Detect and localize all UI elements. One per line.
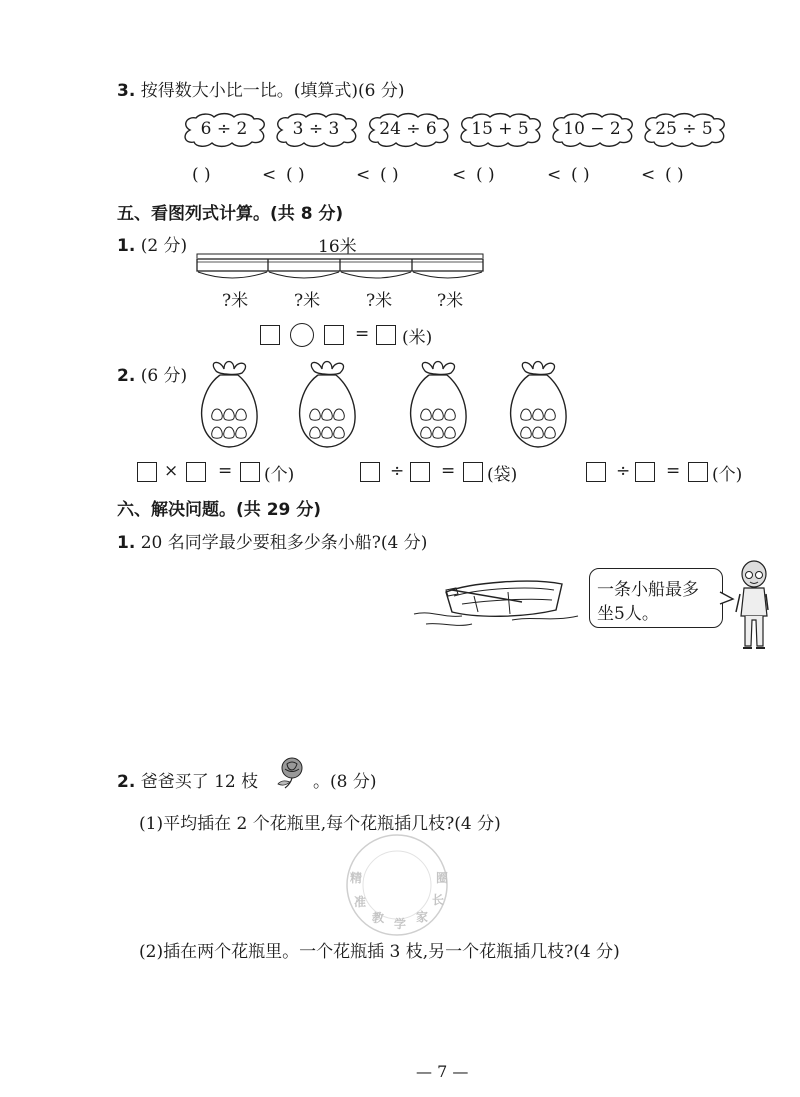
- answer-box[interactable]: [240, 462, 260, 482]
- s5-q2-points: (6 分): [140, 366, 188, 386]
- unit-label: (米): [402, 328, 433, 348]
- s5-q1-heading: [117, 231, 187, 256]
- less-than: <: [356, 165, 371, 185]
- answer-box[interactable]: [260, 325, 280, 345]
- less-than: <: [547, 165, 562, 185]
- q3-text: 按得数大小比一比。(填算式)(6 分): [140, 81, 405, 101]
- section-6-title: 六、解决问题。(共 29 分): [117, 500, 322, 520]
- svg-text:家: 家: [416, 910, 429, 924]
- cloud-card-3[interactable]: [364, 112, 452, 148]
- segment-label: ?米: [222, 291, 249, 311]
- cloud-expression: 3 ÷ 3: [292, 119, 340, 139]
- cloud-card-1[interactable]: [180, 112, 268, 148]
- speech-line-2: 坐5人。: [597, 604, 659, 624]
- s6-q2-sub1: (1)平均插在 2 个花瓶里,每个花瓶插几枝?(4 分): [139, 814, 501, 834]
- answer-box[interactable]: [688, 462, 708, 482]
- svg-text:圈: 圈: [436, 871, 449, 885]
- answer-box[interactable]: [463, 462, 483, 482]
- segment-label: ?米: [437, 291, 464, 311]
- cloud-card-2[interactable]: [272, 112, 360, 148]
- answer-blank[interactable]: ( ): [192, 165, 211, 185]
- cloud-card-5[interactable]: [548, 112, 636, 148]
- boy-character-illustration: [734, 558, 774, 654]
- equals-sign: =: [355, 324, 370, 344]
- equals-sign: =: [218, 461, 233, 481]
- s5-q2-heading: [117, 361, 187, 386]
- cloud-expression: 24 ÷ 6: [379, 119, 437, 139]
- equals-sign: =: [666, 461, 681, 481]
- s6-q1-heading: [117, 528, 427, 553]
- pear-bag-icon: [405, 357, 471, 449]
- less-than: <: [452, 165, 467, 185]
- rowboat-illustration: [412, 572, 582, 634]
- section-5-title: 五、看图列式计算。(共 8 分): [117, 204, 344, 224]
- cloud-expression: 15 + 5: [471, 119, 529, 139]
- svg-text:准: 准: [354, 895, 367, 909]
- speech-line-1: 一条小船最多: [597, 580, 699, 600]
- divide-sign: ÷: [390, 461, 405, 481]
- speech-bubble: [589, 568, 723, 628]
- equals-sign: =: [441, 461, 456, 481]
- less-than: <: [262, 165, 277, 185]
- s6-q1-number: 1.: [117, 533, 136, 553]
- answer-blank[interactable]: ( ): [571, 165, 590, 185]
- s6-q2-sub2: (2)插在两个花瓶里。一个花瓶插 3 枝,另一个花瓶插几枝?(4 分): [139, 942, 620, 962]
- q3-heading: [117, 76, 404, 101]
- pear-bag-icon: [505, 357, 571, 449]
- s5-q1-number: 1.: [117, 236, 136, 256]
- answer-box[interactable]: [586, 462, 606, 482]
- answer-blank[interactable]: ( ): [665, 165, 684, 185]
- answer-box[interactable]: [186, 462, 206, 482]
- cloud-card-6[interactable]: [640, 112, 728, 148]
- s6-q2-text-before: 爸爸买了 12 枝: [140, 772, 259, 792]
- q3-number: 3.: [117, 81, 136, 101]
- cloud-expression: 25 ÷ 5: [655, 119, 713, 139]
- svg-text:长: 长: [432, 893, 445, 907]
- pear-bag-icon: [294, 357, 360, 449]
- watermark-seal: [332, 826, 462, 944]
- speech-bubble-tail: [719, 590, 735, 608]
- answer-blank[interactable]: ( ): [380, 165, 399, 185]
- cloud-expression: 6 ÷ 2: [200, 119, 248, 139]
- divide-sign: ÷: [616, 461, 631, 481]
- cloud-card-4[interactable]: [456, 112, 544, 148]
- svg-text:教: 教: [372, 911, 385, 925]
- rose-icon: [271, 754, 313, 790]
- unit-label: (袋): [487, 465, 518, 485]
- s5-q1-points: (2 分): [140, 236, 188, 256]
- unit-label: (个): [264, 465, 295, 485]
- answer-blank[interactable]: ( ): [286, 165, 305, 185]
- s6-q2-text-after: 。(8 分): [313, 772, 377, 792]
- pear-bag-icon: [196, 357, 262, 449]
- page-number: — 7 —: [416, 1062, 469, 1081]
- s5-q2-number: 2.: [117, 366, 136, 386]
- s6-q1-text: 20 名同学最少要租多少条小船?(4 分): [140, 533, 428, 553]
- operator-circle[interactable]: [290, 323, 314, 347]
- segment-label: ?米: [294, 291, 321, 311]
- cloud-expression: 10 − 2: [563, 119, 621, 139]
- answer-box[interactable]: [324, 325, 344, 345]
- answer-box[interactable]: [635, 462, 655, 482]
- answer-box[interactable]: [376, 325, 396, 345]
- answer-blank[interactable]: ( ): [476, 165, 495, 185]
- segment-label: ?米: [366, 291, 393, 311]
- svg-text:精: 精: [350, 871, 363, 885]
- answer-box[interactable]: [360, 462, 380, 482]
- less-than: <: [641, 165, 656, 185]
- multiply-sign: ×: [164, 461, 179, 481]
- s6-q2-number: 2.: [117, 772, 136, 792]
- unit-label: (个): [712, 465, 743, 485]
- total-length-label: 16米: [318, 237, 357, 257]
- answer-box[interactable]: [410, 462, 430, 482]
- svg-text:学: 学: [394, 917, 407, 931]
- answer-box[interactable]: [137, 462, 157, 482]
- s6-q2-heading: [117, 767, 258, 792]
